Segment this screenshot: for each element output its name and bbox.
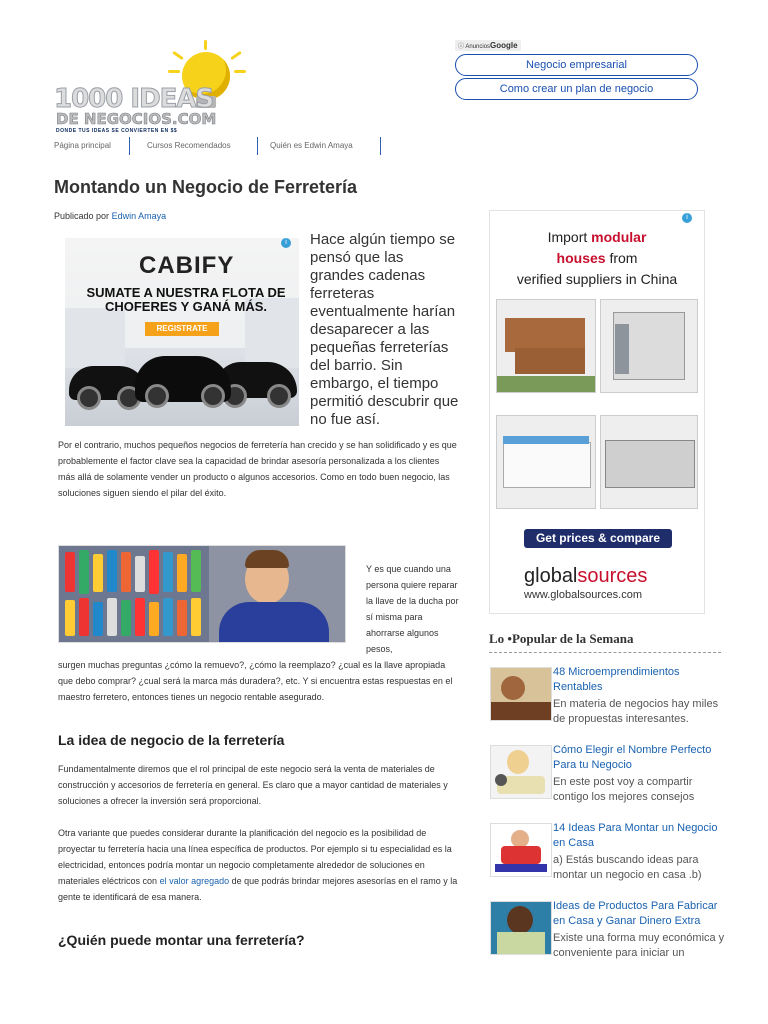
nav-item-courses[interactable]: Cursos Recomendados: [147, 141, 231, 150]
house-image: [496, 299, 596, 393]
popular-thumbnail: [490, 901, 552, 955]
nav-divider: [257, 137, 258, 155]
get-prices-button[interactable]: Get prices & compare: [524, 529, 672, 548]
ad-link-plan-negocio[interactable]: Como crear un plan de negocio: [455, 78, 698, 100]
cabify-logo: CABIFY: [139, 252, 235, 279]
popular-item-title[interactable]: Cómo Elegir el Nombre Perfecto Para tu Negocio: [553, 744, 712, 771]
article-paragraph: Fundamentalmente diremos que el rol principal de este negocio será la venta de materiales de construcción y accesorios de ferretería en general. Es claro que a mayor cantidad de materiales y soluciones a ofrecer la inversión será proporcional.: [58, 764, 448, 806]
logo-subtext: DE NEGOCIOS.COM: [56, 110, 217, 128]
popular-item[interactable]: [490, 901, 725, 961]
popular-item-desc: En este post voy a compartir contigo los mejores consejos: [553, 776, 695, 803]
popular-heading: Lo •Popular de la Semana: [489, 631, 634, 646]
popular-item[interactable]: [490, 667, 725, 727]
info-icon: ⓘ: [458, 44, 465, 50]
nav-divider: [380, 137, 381, 155]
article-paragraph: surgen muchas preguntas ¿cómo la remuevo?, ¿cómo la reemplazo? ¿cual es la llave apropiada que debo comprar? ¿cual será la marca más duradera?, etc. Y si encuentra estas respuestas en el maestro ferretero, entonces tienes un negocio rentable asegurado.: [58, 660, 453, 702]
popular-item-desc: En materia de negocios hay miles de propuestas interesantes.: [553, 698, 719, 725]
popular-thumbnail: [490, 745, 552, 799]
valor-agregado-link[interactable]: el valor agregado: [159, 876, 230, 886]
popular-item-title[interactable]: 14 Ideas Para Montar un Negocio en Casa: [553, 822, 718, 849]
container-image: [496, 415, 596, 509]
globalsources-ad[interactable]: [489, 210, 705, 614]
author-link[interactable]: Edwin Amaya: [111, 211, 167, 221]
divider: [489, 652, 721, 653]
article-paragraph: Otra variante que puedes considerar durante la planificación del negocio es la posibilidad de proyectar tu ferretería hacia una línea específica de productos. Por ejemplo si tu especialidad es la electricidad, entonces podría montar un negocio completamente alrededor de soluciones en materiales eléctricos con el valor agregado de que podrás brindar mejores asesorías en el ramo y la gente te identificará de esa manera.: [58, 828, 458, 902]
byline: Publicado por Edwin Amaya: [54, 211, 167, 221]
popular-item-desc: Existe una forma muy económica y conveniente para iniciar un: [553, 932, 725, 959]
cabify-ad[interactable]: [65, 238, 299, 426]
site-logo[interactable]: [54, 40, 244, 136]
popular-item[interactable]: [490, 745, 725, 805]
article-paragraph: Por el contrario, muchos pequeños negocios de ferretería han crecido y se han solidificado y es que probablemente el factor clave sea la capacidad de brindar asesoría personalizada a los clientes más allá de solamente vender un producto o algunos accesorios. Como en todo buen negocio, las soluciones siguen siendo el pilar del éxito.: [58, 440, 457, 498]
article-title: Montando un Negocio de Ferretería: [54, 177, 358, 197]
popular-item-title[interactable]: Ideas de Productos Para Fabricar en Casa y Ganar Dinero Extra: [553, 900, 718, 927]
section-heading: La idea de negocio de la ferretería: [58, 732, 285, 748]
ad-info-icon[interactable]: i: [281, 238, 291, 248]
ad-url: www.globalsources.com: [524, 589, 642, 601]
article-intro: Hace algún tiempo se pensó que las grandes cadenas ferreteras eventualmente harían desaparecer a las pequeñas ferreterías del barrio. Sin embargo, el tiempo permitió descubrir que no fue así.: [310, 231, 459, 428]
popular-item-desc: a) Estás buscando ideas para montar un negocio en casa .b): [553, 854, 702, 881]
popular-thumbnail: [490, 667, 552, 721]
ad-choices-badge[interactable]: ⓘ AnunciosGoogle: [455, 40, 521, 51]
ad-link-negocio-empresarial[interactable]: Negocio empresarial: [455, 54, 698, 76]
popular-thumbnail: [490, 823, 552, 877]
cabify-register-button[interactable]: REGISTRATE: [145, 322, 219, 336]
hardware-store-image: [58, 545, 346, 643]
logo-tagline: DONDE TUS IDEAS SE CONVIERTEN EN $$: [56, 128, 178, 134]
nav-item-home[interactable]: Página principal: [54, 141, 111, 150]
article-paragraph: Y es que cuando una persona quiere reparar la llave de la ducha por sí misma para ahorrarse algunos pesos,: [366, 564, 459, 654]
globalsources-logo: globalsources: [524, 565, 648, 587]
container-image: [600, 415, 698, 509]
nav-item-about[interactable]: Quién es Edwin Amaya: [270, 141, 353, 150]
popular-item-title[interactable]: 48 Microemprendimientos Rentables: [553, 666, 680, 693]
ad-headline: Import modular houses from verified suppliers in China: [516, 229, 678, 287]
ad-info-icon[interactable]: i: [682, 213, 692, 223]
cabify-headline: SUMATE A NUESTRA FLOTA DE CHOFERES Y GANÁ MÁS.: [86, 285, 286, 314]
section-heading: ¿Quién puede montar una ferretería?: [58, 932, 305, 948]
nav-divider: [129, 137, 130, 155]
logo-text: 1000 IDEAS: [54, 84, 214, 114]
container-image: [600, 299, 698, 393]
popular-item[interactable]: [490, 823, 725, 883]
